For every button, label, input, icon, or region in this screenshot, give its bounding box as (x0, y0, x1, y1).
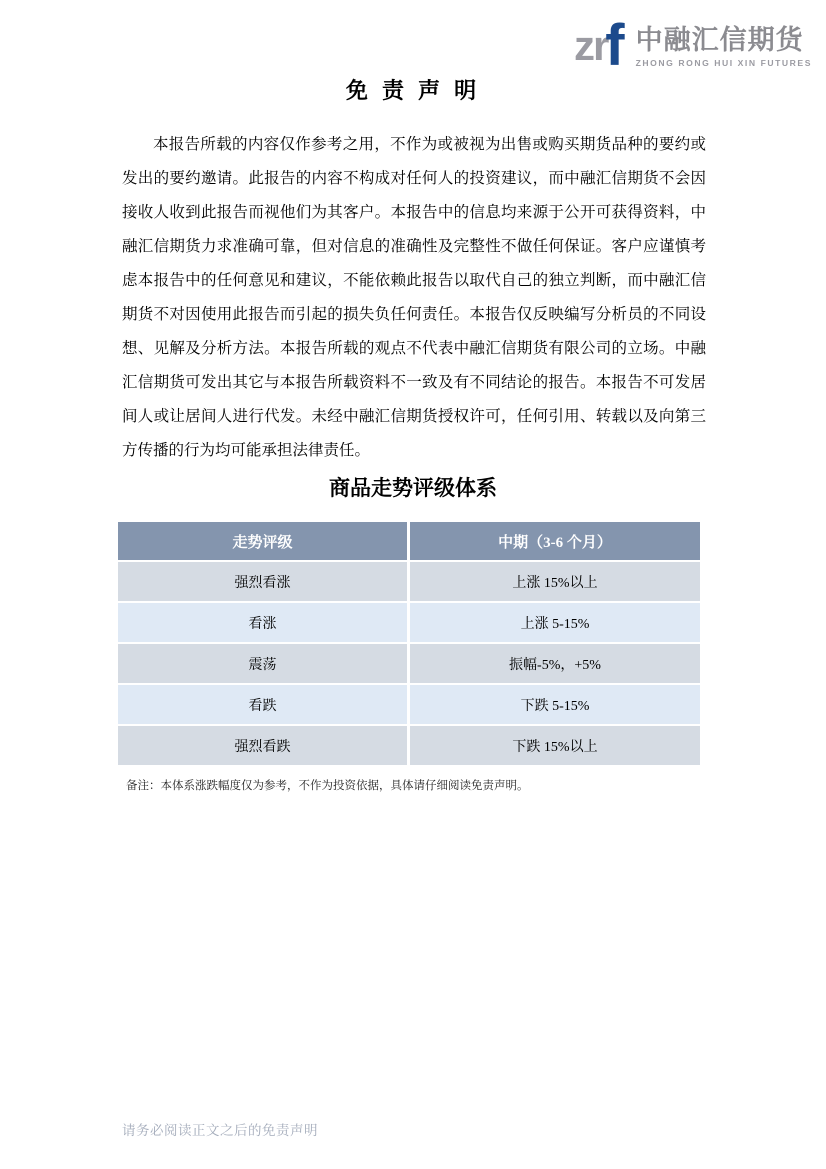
disclaimer-title: 免 责 声 明 (345, 78, 481, 103)
logo-letter-f: f (605, 13, 625, 78)
table-row-midterm: 下跌 5-15% (410, 685, 700, 724)
table-row-rating: 强烈看涨 (118, 562, 407, 601)
rating-table-note: 备注：本体系涨跌幅度仅为参考，不作为投资依据，具体请仔细阅读免责声明。 (126, 780, 529, 792)
company-name-english: ZHONG RONG HUI XIN FUTURES (635, 58, 812, 68)
table-row-rating: 强烈看跌 (118, 726, 407, 765)
disclaimer-body-text: 本报告所载的内容仅作参考之用，不作为或被视为出售或购买期货品种的要约或发出的要约邀请。此报告的内容不构成对任何人的投资建议，而中融汇信期货不会因接收人收到此报告而视他们为其客户。本报告中的信息均来源于公开可获得资料，中融汇信期货力求准确可靠，但对信息的准确性及完整性不做任何保证。客户应谨慎考虑本报告中的任何意见和建议，不能依赖此报告以取代自己的独立判断，而中融汇信期货不对因使用此报告而引起的损失负任何责任。本报告仅反映编写分析员的不同设想、见解及分析方法。本报告所载的观点不代表中融汇信期货有限公司的立场。中融汇信期货可发出其它与本报告所载资料不一致及有不同结论的报告。本报告不可发居间人或让居间人进行代发。未经中融汇信期货授权许可，任何引用、转载以及向第三方传播的行为均可能承担法律责任。 (122, 136, 706, 459)
zrf-logo-icon (573, 12, 627, 78)
table-row-rating: 看涨 (118, 603, 407, 642)
footer-disclaimer-reminder: 请务必阅读正文之后的免责声明 (122, 1123, 318, 1138)
rating-system-title: 商品走势评级体系 (329, 477, 497, 500)
table-row-midterm: 上涨 5-15% (410, 603, 700, 642)
logo-letters-zr: zr (573, 22, 608, 69)
table-row-rating: 震荡 (118, 644, 407, 683)
table-row-midterm: 上涨 15%以上 (410, 562, 700, 601)
logo-wordmark (636, 26, 812, 70)
table-row-rating: 看跌 (118, 685, 407, 724)
table-row-midterm: 下跌 15%以上 (410, 726, 700, 765)
rating-table-header-midterm: 中期（3-6 个月） (410, 522, 700, 560)
company-name-chinese: 中融汇信期货 (635, 25, 804, 56)
rating-table-header-rating: 走势评级 (118, 522, 407, 560)
rating-table (118, 522, 700, 765)
company-logo (573, 12, 812, 78)
table-row-midterm: 振幅-5%，+5% (410, 644, 700, 683)
